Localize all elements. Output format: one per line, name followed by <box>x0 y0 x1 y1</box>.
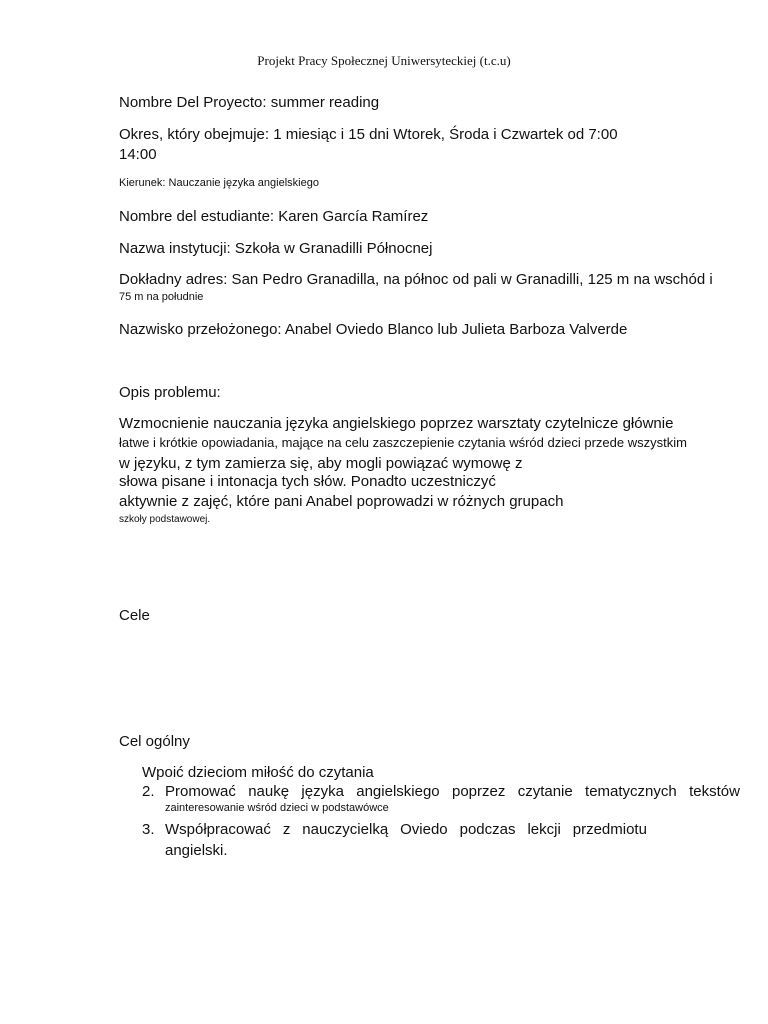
list-item-2-word: angielskiego <box>356 783 440 800</box>
period-line-1: Okres, który obejmuje: 1 miesiąc i 15 dni Wtorek, Środa i Czwartek od 7:00 <box>119 126 618 143</box>
list-item-3-word: z <box>282 821 291 838</box>
list-item-2-word: czytanie <box>517 783 573 800</box>
list-item-2-word: poprzez <box>451 783 506 800</box>
list-item-3-number: 3. <box>142 821 155 838</box>
student-name: Nombre del estudiante: Karen García Ramírez <box>119 208 429 225</box>
general-goal-heading: Cel ogólny <box>119 733 190 750</box>
direction: Kierunek: Nauczanie języka angielskiego <box>119 177 319 189</box>
list-item-1: Wpoić dzieciom miłość do czytania <box>142 764 374 781</box>
problem-line-6: szkoły podstawowej. <box>119 514 211 525</box>
list-item-2-number: 2. <box>142 783 155 800</box>
list-item-2-word: Promować <box>165 783 236 800</box>
problem-line-3: w języku, z tym zamierza się, aby mogli powiązać wymowę z <box>119 455 523 472</box>
list-item-3-word: Oviedo <box>400 821 448 838</box>
problem-line-2: łatwe i krótkie opowiadania, mające na celu zaszczepienie czytania wśród dzieci przede wszystkim <box>119 435 687 450</box>
document-header: Projekt Pracy Społecznej Uniwersyteckiej (t.c.u) <box>257 53 511 68</box>
list-item-3-text <box>165 821 647 838</box>
supervisor-name: Nazwisko przełożonego: Anabel Oviedo Blanco lub Julieta Barboza Valverde <box>119 321 628 338</box>
list-item-3-line-2: angielski. <box>165 842 228 859</box>
list-item-3-word: nauczycielką <box>302 821 389 838</box>
project-name: Nombre Del Proyecto: summer reading <box>119 94 380 111</box>
list-item-2-text <box>165 783 740 800</box>
list-item-2-word: tekstów <box>689 783 740 800</box>
goals-heading: Cele <box>119 607 150 624</box>
address-line-1: Dokładny adres: San Pedro Granadilla, na północ od pali w Granadilli, 125 m na wschód i <box>119 271 713 288</box>
period-line-2: 14:00 <box>119 146 157 163</box>
problem-heading: Opis problemu: <box>119 384 221 401</box>
list-item-2-word: naukę <box>248 783 290 800</box>
problem-line-4: słowa pisane i intonacja tych słów. Ponadto uczestniczyć <box>119 473 496 490</box>
problem-line-1: Wzmocnienie nauczania języka angielskiego poprzez warsztaty czytelnicze głównie <box>119 415 674 432</box>
list-item-3-word: Współpracować <box>165 821 271 838</box>
list-item-2-word: języka <box>301 783 344 800</box>
list-item-2-word: tematycznych <box>585 783 677 800</box>
list-item-3-word: podczas <box>459 821 516 838</box>
list-item-3-word: lekcji <box>527 821 561 838</box>
problem-line-5: aktywnie z zajęć, które pani Anabel poprowadzi w różnych grupach <box>119 493 564 510</box>
list-item-2-subtext: zainteresowanie wśród dzieci w podstawówce <box>165 802 389 814</box>
address-line-2: 75 m na południe <box>119 291 204 303</box>
list-item-3-word: przedmiotu <box>572 821 647 838</box>
institution-name: Nazwa instytucji: Szkoła w Granadilli Północnej <box>119 240 433 257</box>
